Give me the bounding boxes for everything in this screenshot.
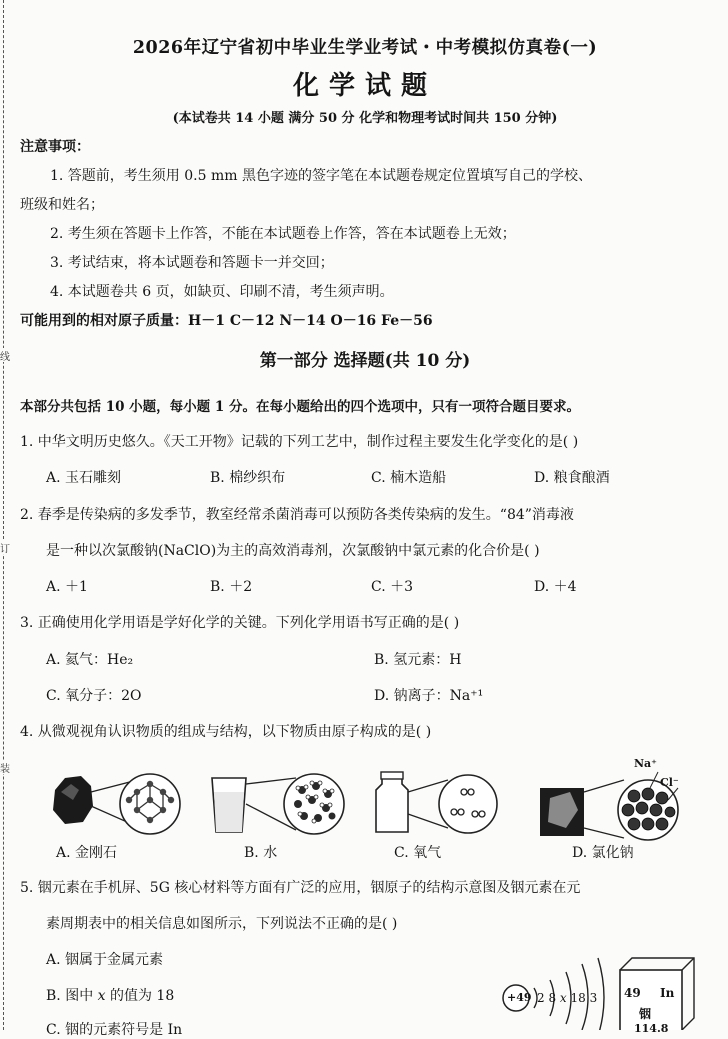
exam-info: (本试卷共 14 小题 满分 50 分 化学和物理考试时间共 150 分钟) (172, 111, 558, 126)
element-atomic-number: 49 (624, 986, 641, 1000)
atom-shell-electrons: 2 8 𝑥 18 3 (537, 991, 598, 1005)
q5-option-a: A. 铟属于金属元素 (46, 952, 164, 968)
atom-nucleus-label: +49 (507, 991, 532, 1004)
question-1-stem: 1. 中华文明历史悠久。《天工开物》记载的下列工艺中，制作过程主要发生化学变化的是( ) (20, 434, 579, 450)
q2-option-c: C. ＋3 (371, 579, 414, 595)
binding-dashed-line (3, 0, 4, 1030)
element-name: 铟 (639, 1007, 652, 1021)
subject-title: 化学试题 (292, 71, 437, 101)
q1-option-c: C. 楠木造船 (371, 470, 447, 486)
q3-option-d: D. 钠离子：Na⁺¹ (374, 688, 484, 704)
binding-mark-2: 订 (0, 540, 10, 554)
question-5-stem-line1: 5. 铟元素在手机屏、5G 核心材料等方面有广泛的应用，铟原子的结构示意图及铟元素在元 (20, 880, 581, 896)
question-4-stem: 4. 从微观视角认识物质的组成与结构，以下物质由原子构成的是( ) (20, 724, 432, 740)
question-5-stem-line2: 素周期表中的相关信息如图所示，下列说法不正确的是( ) (46, 916, 398, 932)
q4-option-a: A. 金刚石 (56, 845, 118, 861)
ion-label-cl: Cl⁻ (660, 776, 679, 789)
diamond-illustration (45, 770, 195, 840)
atomic-masses: 可能用到的相对原子质量：H－1 C－12 N－14 O－16 Fe－56 (20, 313, 433, 329)
section-title: 第一部分 选择题(共 10 分) (259, 351, 471, 371)
binding-mark-1: 线 (0, 348, 10, 362)
q2-option-b: B. ＋2 (210, 579, 253, 595)
q3-option-b: B. 氢元素：H (374, 652, 462, 668)
q2-option-d: D. ＋4 (534, 579, 577, 595)
q4-option-d: D. 氯化钠 (572, 845, 634, 861)
q3-option-a: A. 氦气：He₂ (46, 652, 134, 668)
element-symbol: In (660, 986, 675, 1000)
element-atomic-mass: 114.8 (634, 1022, 669, 1035)
ion-label-na: Na⁺ (634, 757, 657, 770)
q2-option-a: A. ＋1 (46, 579, 88, 595)
binding-mark-3: 装 (0, 760, 10, 774)
q4-option-c: C. 氧气 (394, 845, 442, 861)
q5-option-b: B. 图中 𝑥 的值为 18 (46, 988, 175, 1004)
oxygen-bottle-illustration (372, 770, 502, 840)
q3-option-c: C. 氧分子：2O (46, 688, 142, 704)
section-intro: 本部分共包括 10 小题，每小题 1 分。在每小题给出的四个选项中，只有一项符合题目要求。 (20, 399, 580, 415)
notice-item-4: 4. 本试题卷共 6 页，如缺页、印刷不清，考生须声明。 (50, 284, 394, 300)
q1-option-b: B. 棉纱织布 (210, 470, 286, 486)
q4-option-b: B. 水 (244, 845, 278, 861)
question-2-stem-line2: 是一种以次氯酸钠(NaClO)为主的高效消毒剂，次氯酸钠中氯元素的化合价是( ) (46, 543, 540, 559)
notice-item-1-cont: 班级和姓名； (20, 197, 104, 213)
q1-option-a: A. 玉石雕刻 (46, 470, 122, 486)
notice-heading: 注意事项： (20, 139, 90, 155)
notice-item-3: 3. 考试结束，将本试题卷和答题卡一并交回； (50, 255, 334, 271)
water-glass-illustration (206, 770, 356, 840)
q5-option-c: C. 铟的元素符号是 In (46, 1022, 183, 1038)
question-2-stem-line1: 2. 春季是传染病的多发季节，教室经常杀菌消毒可以预防各类传染病的发生。“84”消毒液 (20, 507, 574, 523)
sodium-chloride-illustration (536, 758, 706, 842)
notice-item-1: 1. 答题前，考生须用 0.5 mm 黑色字迹的签字笔在本试题卷规定位置填写自己的学校、 (50, 168, 592, 184)
exam-title: 2026年辽宁省初中毕业生学业考试・中考模拟仿真卷(一) (132, 38, 598, 58)
question-3-stem: 3. 正确使用化学用语是学好化学的关键。下列化学用语书写正确的是( ) (20, 615, 460, 631)
q1-option-d: D. 粮食酿酒 (534, 470, 610, 486)
notice-item-2: 2. 考生须在答题卡上作答，不能在本试题卷上作答，答在本试题卷上无效； (50, 226, 516, 242)
